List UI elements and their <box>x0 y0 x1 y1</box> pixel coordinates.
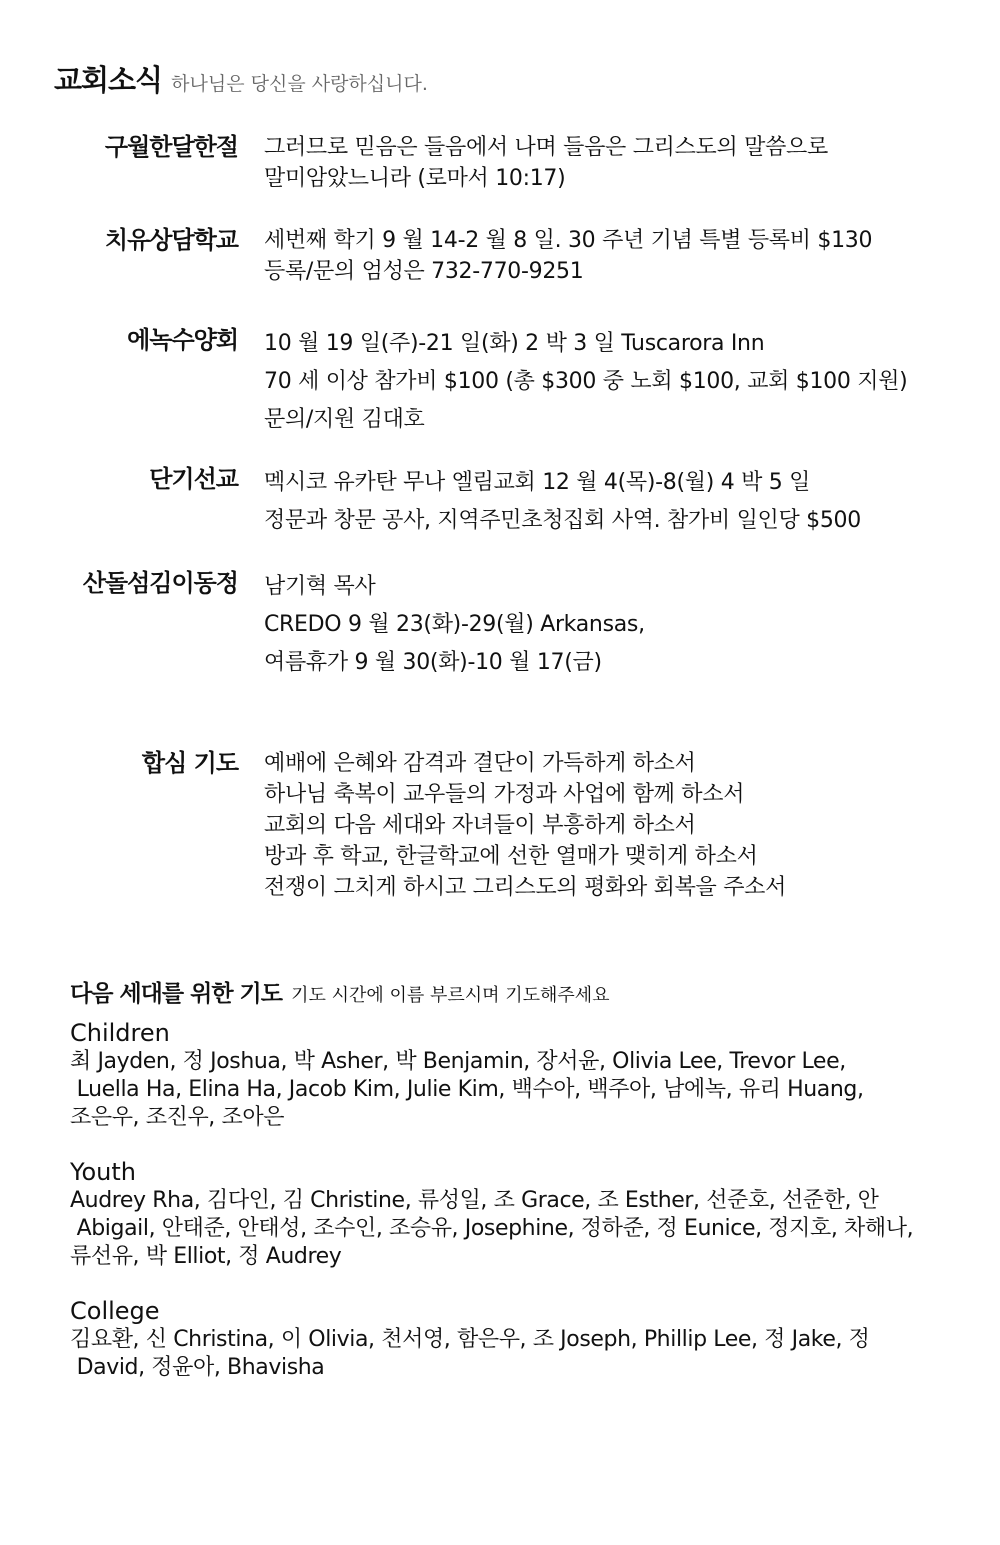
section-label: 합심 기도 <box>141 749 238 777</box>
section-body <box>264 464 974 540</box>
group-member-line: David, 정윤아, Bhavisha <box>70 1355 325 1380</box>
group-member-line: 류선유, 박 Elliot, 정 Audrey <box>70 1244 342 1269</box>
section-line: 멕시코 유카탄 무나 엘림교회 12 월 4(목)-8(월) 4 박 5 일 <box>264 470 811 495</box>
section-body <box>264 748 974 903</box>
group-member-line: Abigail, 안태준, 안태성, 조수인, 조승유, Josephine, 정하준, 정 Eunice, 정지호, 차해나, <box>70 1216 914 1241</box>
group-member-line: 최 Jayden, 정 Joshua, 박 Asher, 박 Benjamin, 장서윤, Olivia Lee, Trevor Lee, <box>70 1049 846 1074</box>
group-member-line: Audrey Rha, 김다인, 김 Christine, 류성일, 조 Grace, 조 Esther, 선준호, 선준한, 안 <box>70 1188 879 1213</box>
section-line: 세번째 학기 9 월 14-2 월 8 일. 30 주년 기념 특별 등록비 $130 <box>264 228 873 253</box>
section-line: CREDO 9 월 23(화)-29(월) Arkansas, <box>264 612 645 637</box>
page-header <box>54 58 428 99</box>
group-member-line: 김요환, 신 Christina, 이 Olivia, 천서영, 함은우, 조 Joseph, Phillip Lee, 정 Jake, 정 <box>70 1327 870 1352</box>
section-line: 말미암았느니라 (로마서 10:17) <box>264 166 566 191</box>
section-label: 구월한달한절 <box>104 133 238 161</box>
section-line: 등록/문의 엄성은 732-770-9251 <box>264 259 584 284</box>
group-members <box>70 1048 940 1132</box>
section-label: 치유상담학교 <box>104 226 238 254</box>
section-line: 10 월 19 일(주)-21 일(화) 2 박 3 일 Tuscarora Inn <box>264 331 765 356</box>
next-generation-prayer <box>70 975 970 1008</box>
prayer-heading <box>70 975 970 1008</box>
section-line: 그러므로 믿음은 들음에서 나며 들음은 그리스도의 말씀으로 <box>264 135 828 160</box>
section-line: 여름휴가 9 월 30(화)-10 월 17(금) <box>264 650 602 675</box>
group-name: Children <box>70 1019 170 1047</box>
page-subtitle: 하나님은 당신을 사랑하십니다. <box>171 73 428 95</box>
section-line: 하나님 축복이 교우들의 가정과 사업에 함께 하소서 <box>264 782 745 807</box>
group-college <box>70 1296 940 1382</box>
section-label: 에녹수양회 <box>127 326 238 354</box>
prayer-subtitle: 기도 시간에 이름 부르시며 기도해주세요 <box>291 985 610 1006</box>
section-line: 교회의 다음 세대와 자녀들이 부흥하게 하소서 <box>264 813 696 838</box>
group-children <box>70 1018 940 1132</box>
group-member-line: 조은우, 조진우, 조아은 <box>70 1105 285 1130</box>
section-line: 전쟁이 그치게 하시고 그리스도의 평화와 회복을 주소서 <box>264 875 787 900</box>
section-body <box>264 568 974 682</box>
section-line: 남기혁 목사 <box>264 574 376 599</box>
group-member-line: Luella Ha, Elina Ha, Jacob Kim, Julie Kim, 백수아, 백주아, 남에녹, 유리 Huang, <box>70 1077 864 1102</box>
section-label: 단기선교 <box>149 465 238 493</box>
section-line: 문의/지원 김대호 <box>264 407 425 432</box>
page-title: 교회소식 <box>54 63 163 97</box>
group-name: College <box>70 1297 160 1325</box>
section-label: 산돌섬김이동정 <box>82 569 238 597</box>
section-body <box>264 225 974 287</box>
section-line: 방과 후 학교, 한글학교에 선한 열매가 맺히게 하소서 <box>264 844 758 869</box>
section-body <box>264 325 974 439</box>
group-members <box>70 1187 940 1271</box>
group-youth <box>70 1157 940 1271</box>
prayer-title: 다음 세대를 위한 기도 <box>70 981 282 1007</box>
section-body <box>264 132 974 194</box>
section-line: 예배에 은혜와 감격과 결단이 가득하게 하소서 <box>264 751 696 776</box>
section-line: 정문과 창문 공사, 지역주민초청집회 사역. 참가비 일인당 $500 <box>264 508 861 533</box>
section-line: 70 세 이상 참가비 $100 (총 $300 중 노회 $100, 교회 $100 지원) <box>264 369 908 394</box>
group-members <box>70 1326 940 1382</box>
group-name: Youth <box>70 1158 136 1186</box>
